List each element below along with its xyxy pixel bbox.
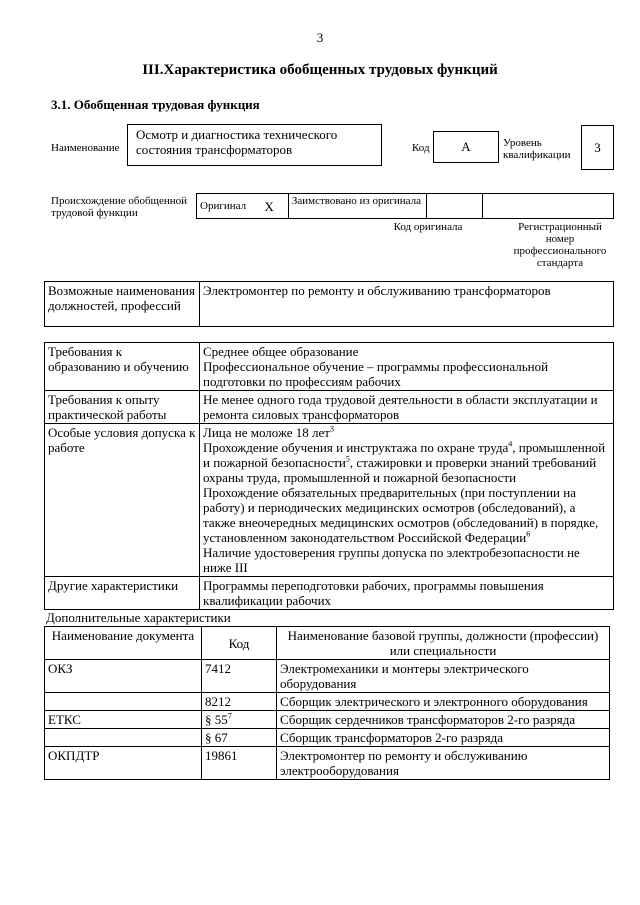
conditions-row xyxy=(45,424,614,577)
other-value: Программы переподготовки рабочих, программы повышения квалификации рабочих xyxy=(200,577,614,610)
other-label: Другие характеристики xyxy=(45,577,200,610)
code-value: A xyxy=(433,131,499,163)
level-value: 3 xyxy=(581,125,614,170)
name-label: Наименование xyxy=(51,142,120,154)
subsection-title: 3.1. Обобщенная трудовая функция xyxy=(51,97,260,112)
borrowed-label: Заимствовано из оригинала xyxy=(288,194,426,219)
name-value: Осмотр и диагностика технического состояния трансформаторов xyxy=(136,127,338,157)
conditions-label: Особые условия допуска к работе xyxy=(45,424,200,577)
experience-label: Требования к опыту практической работы xyxy=(45,391,200,424)
col-code-header: Код xyxy=(202,627,277,660)
col-doc-header: Наименование документа xyxy=(45,627,202,660)
code-label: Код xyxy=(412,142,430,154)
reg-number-cell xyxy=(483,194,614,219)
positions-table xyxy=(44,281,614,327)
col-name-header: Наименование базовой группы, должности (профессии) или специальности xyxy=(277,627,610,660)
condition-electrical: Наличие удостоверения группы допуска по электробезопасности не ниже III xyxy=(203,545,580,575)
condition-age: Лица не моложе 18 лет$^3$ xyxy=(203,424,334,440)
table-row xyxy=(45,660,610,693)
education-label: Требования к образованию и обучению xyxy=(45,343,200,391)
other-row xyxy=(45,577,614,610)
requirements-table xyxy=(44,342,614,610)
table-row xyxy=(45,693,610,711)
reg-number-caption: Регистрационный номер профессионального стандарта xyxy=(513,221,607,269)
page-number: 3 xyxy=(316,30,324,45)
education-line1: Среднее общее образование xyxy=(203,344,359,359)
experience-row xyxy=(45,391,614,424)
condition-training: Прохождение обучения и инструктажа по охране труда$^4$, промышленной и пожарной безопасности$^5$, стажировки и проверки знаний требований охраны труда, промышленной и пожарной безопасности xyxy=(203,439,606,485)
row-code: 8212 xyxy=(202,693,277,711)
footnote-4: 4 xyxy=(508,439,513,449)
row-doc: ЕТКС xyxy=(45,711,202,729)
name-value-box xyxy=(127,124,382,166)
table-row xyxy=(45,729,610,747)
row-code: § $55^7$ xyxy=(202,711,277,729)
education-line2: Профессиональное обучение – программы профессиональной подготовки по профессиям рабочих xyxy=(203,359,549,389)
additional-table xyxy=(44,626,610,780)
experience-value: Не менее одного года трудовой деятельности в области эксплуатации и ремонта силовых трансформаторов xyxy=(200,391,614,424)
footnote-3: 3 xyxy=(329,424,334,434)
row-doc xyxy=(45,729,202,747)
additional-caption: Дополнительные характеристики xyxy=(46,610,231,625)
footnote-5: 5 xyxy=(345,454,350,464)
section-title: III.Характеристика обобщенных трудовых функций xyxy=(142,62,498,78)
origin-label: Происхождение обобщенной трудовой функции xyxy=(51,195,188,219)
original-mark: X xyxy=(261,194,288,219)
origin-table xyxy=(196,193,614,219)
row-name: Сборщик сердечников трансформаторов 2-го разряда xyxy=(277,711,610,729)
row-code: § 67 xyxy=(202,729,277,747)
row-name: Сборщик электрического и электронного оборудования xyxy=(277,693,610,711)
code-original-caption: Код оригинала xyxy=(393,221,463,233)
footnote-6: 6 xyxy=(526,529,531,539)
row-name: Электромонтер по ремонту и обслуживанию электрооборудования xyxy=(277,747,610,780)
code-original-cell xyxy=(427,194,483,219)
level-label: Уровень квалификации xyxy=(503,137,571,161)
positions-label: Возможные наименования должностей, профессий xyxy=(45,282,200,327)
row-code: 19861 xyxy=(202,747,277,780)
condition-medical: Прохождение обязательных предварительных (при поступлении на работу) и периодических медицинских осмотров (обследований), а также внеочередных медицинских осмотров (обследований) в порядке, установленном законодательством Российской Федерации$^6$ xyxy=(203,485,599,545)
table-row xyxy=(45,711,610,729)
row-doc: ОКЗ xyxy=(45,660,202,693)
row-doc: ОКПДТР xyxy=(45,747,202,780)
positions-value: Электромонтер по ремонту и обслуживанию трансформаторов xyxy=(200,282,614,327)
row-name: Сборщик трансформаторов 2-го разряда xyxy=(277,729,610,747)
footnote-7: 7 xyxy=(227,711,232,721)
table-row xyxy=(45,747,610,780)
row-doc xyxy=(45,693,202,711)
additional-header-row xyxy=(45,627,610,660)
education-row xyxy=(45,343,614,391)
original-label: Оригинал xyxy=(197,194,262,219)
row-name: Электромеханики и монтеры электрического оборудования xyxy=(277,660,610,693)
row-code: 7412 xyxy=(202,660,277,693)
